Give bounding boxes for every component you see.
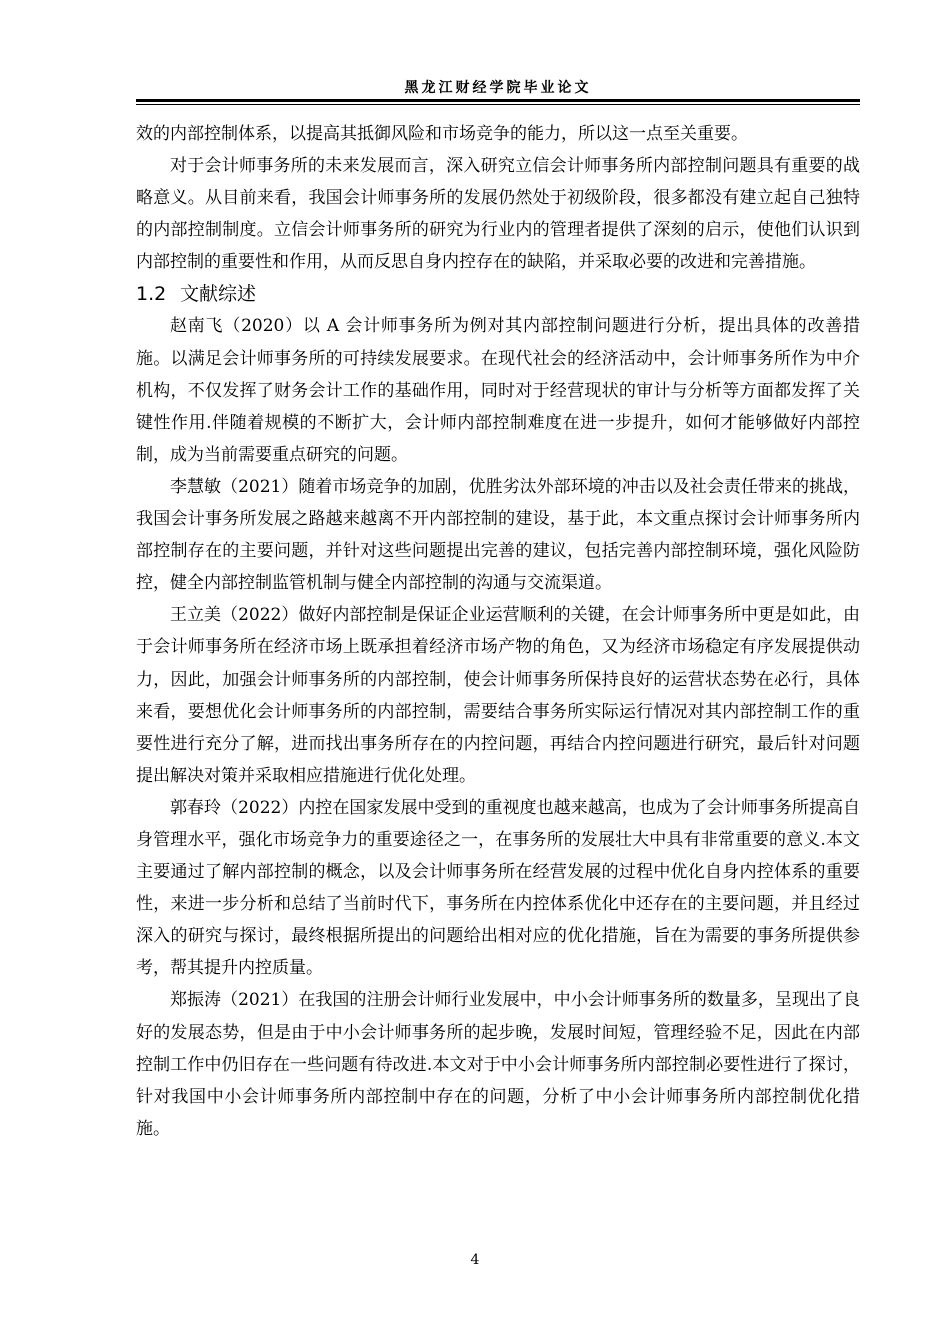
paragraph-review-zheng: 郑振涛（2021）在我国的注册会计师行业发展中，中小会计师事务所的数量多，呈现出了良好的发展态势，但是由于中小会计师事务所的起步晚，发展时间短，管理经验不足，因此在内部控制工作中仍旧存在一些问题有待改进.本文对于中小会计师事务所内部控制必要性进行了探讨，针对我国中小会计师事务所内部控制中存在的问题，分析了中小会计师事务所内部控制优化措施。 (136, 990, 860, 1139)
section-heading (136, 278, 860, 310)
running-header: 黑龙江财经学院毕业论文 (404, 80, 592, 96)
header-rule-thin (136, 104, 860, 105)
paragraph-review-guo: 郭春玲（2022）内控在国家发展中受到的重视度也越来越高，也成为了会计师事务所提高自身管理水平，强化市场竞争力的重要途径之一，在事务所的发展壮大中具有非常重要的意义.本文主要通过了解内部控制的概念，以及会计师事务所在经营发展的过程中优化自身内控体系的重要性，来进一步分析和总结了当前时代下，事务所在内控体系优化中还存在的主要问题，并且经过深入的研究与探讨，最终根据所提出的问题给出相对应的优化措施，旨在为需要的事务所提供参考，帮其提升内控质量。 (136, 797, 860, 979)
paragraph-review-zhao: 赵南飞（2020）以 A 会计师事务所为例对其内部控制问题进行分析，提出具体的改善措施。以满足会计师事务所的可持续发展要求。在现代社会的经济活动中，会计师事务所作为中介机构，不仅发挥了财务会计工作的基础作用，同时对于经营现状的审计与分析等方面都发挥了关键性作用.伴随着规模的不断扩大，会计师内部控制难度在进一步提升，如何才能够做好内部控制，成为当前需要重点研究的问题。 (136, 316, 860, 465)
paragraph-review-li: 李慧敏（2021）随着市场竞争的加剧，优胜劣汰外部环境的冲击以及社会责任带来的挑战，我国会计事务所发展之路越来越离不开内部控制的建设，基于此，本文重点探讨会计师事务所内部控制存在的主要问题，并针对这些问题提出完善的建议，包括完善内部控制环境，强化风险防控，健全内部控制监管机制与健全内部控制的沟通与交流渠道。 (136, 476, 860, 594)
section-title: 文献综述 (180, 283, 257, 306)
header-rule-thick (136, 99, 860, 102)
page-body (136, 118, 860, 1145)
paragraph-review-wang: 王立美（2022）做好内部控制是保证企业运营顺利的关键，在会计师事务所中更是如此，由于会计师事务所在经济市场上既承担着经济市场产物的角色，又为经济市场稳定有序发展提供动力，因此，加强会计师事务所的内部控制，使会计师事务所保持良好的运营状态势在必行，具体来看，要想优化会计师事务所的内部控制，需要结合事务所实际运行情况对其内部控制工作的重要性进行充分了解，进而找出事务所存在的内控问题，再结合内控问题进行研究，最后针对问题提出解决对策并采取相应措施进行优化处理。 (136, 605, 860, 786)
paragraph-continued: 效的内部控制体系，以提高其抵御风险和市场竞争的能力，所以这一点至关重要。 (136, 124, 748, 144)
section-number: 1.2 (136, 283, 167, 306)
page-number: 4 (470, 1252, 480, 1268)
paragraph-significance: 对于会计师事务所的未来发展而言，深入研究立信会计师事务所内部控制问题具有重要的战略意义。从目前来看，我国会计师事务所的发展仍然处于初级阶段，很多都没有建立起自己独特的内部控制制度。立信会计师事务所的研究为行业内的管理者提供了深刻的启示，使他们认识到内部控制的重要性和作用，从而反思自身内控存在的缺陷，并采取必要的改进和完善措施。 (136, 156, 860, 273)
